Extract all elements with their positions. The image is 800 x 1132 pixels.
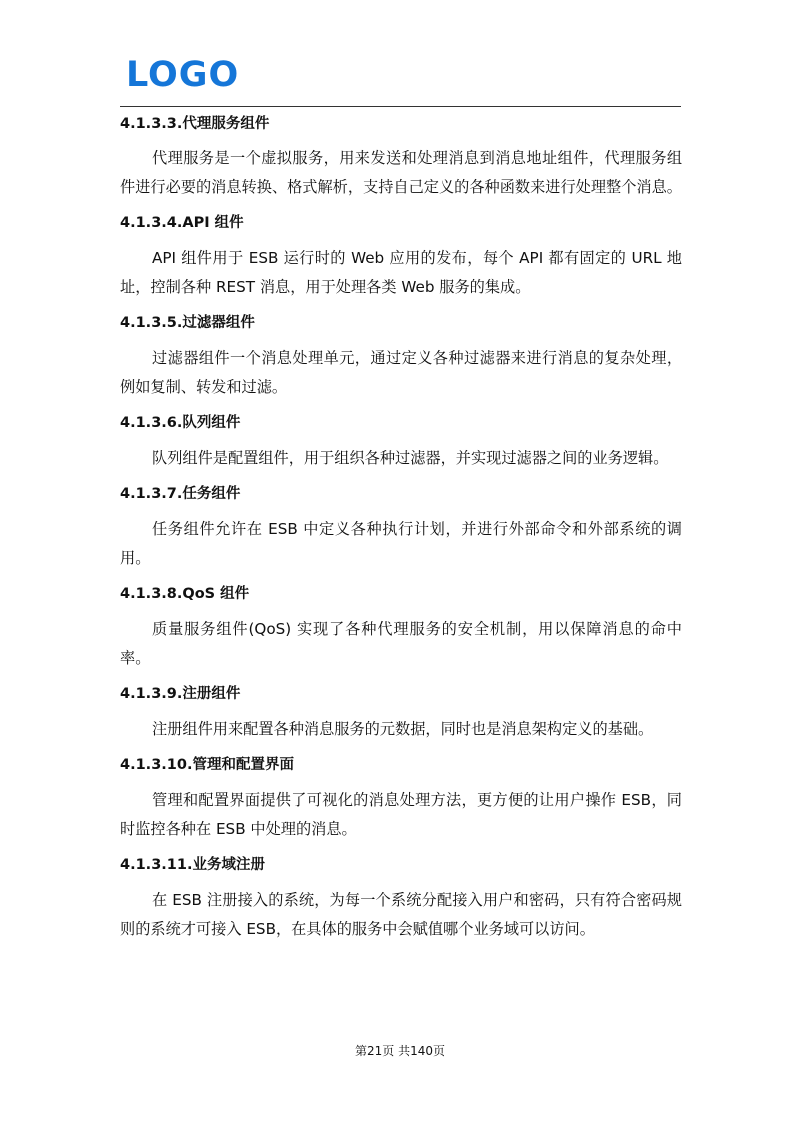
section-heading: 4.1.3.8.QoS 组件 bbox=[120, 586, 250, 602]
section-management-interface bbox=[120, 754, 682, 844]
section-registry-component bbox=[120, 683, 682, 744]
section-api-component bbox=[120, 212, 682, 302]
document-body bbox=[120, 113, 682, 954]
section-qos-component bbox=[120, 583, 682, 673]
section-paragraph: 任务组件允许在 ESB 中定义各种执行计划，并进行外部命令和外部系统的调用。 bbox=[120, 520, 682, 567]
section-paragraph: 过滤器组件一个消息处理单元，通过定义各种过滤器来进行消息的复杂处理，例如复制、转发和过滤。 bbox=[120, 349, 682, 396]
section-heading: 4.1.3.5.过滤器组件 bbox=[120, 315, 255, 331]
section-paragraph: 管理和配置界面提供了可视化的消息处理方法，更方便的让用户操作 ESB，同时监控各种在 ESB 中处理的消息。 bbox=[120, 791, 682, 838]
section-queue-component bbox=[120, 412, 682, 473]
section-paragraph: 在 ESB 注册接入的系统，为每一个系统分配接入用户和密码，只有符合密码规则的系统才可接入 ESB，在具体的服务中会赋值哪个业务域可以访问。 bbox=[120, 891, 682, 938]
section-heading: 4.1.3.7.任务组件 bbox=[120, 486, 241, 502]
section-heading: 4.1.3.11.业务域注册 bbox=[120, 857, 265, 873]
section-heading: 4.1.3.6.队列组件 bbox=[120, 415, 241, 431]
section-task-component bbox=[120, 483, 682, 573]
section-filter-component bbox=[120, 312, 682, 402]
section-paragraph: API 组件用于 ESB 运行时的 Web 应用的发布，每个 API 都有固定的 URL 地址，控制各种 REST 消息，用于处理各类 Web 服务的集成。 bbox=[120, 249, 682, 296]
section-paragraph: 注册组件用来配置各种消息服务的元数据，同时也是消息架构定义的基础。 bbox=[152, 720, 654, 738]
section-heading: 4.1.3.4.API 组件 bbox=[120, 215, 244, 231]
section-heading: 4.1.3.9.注册组件 bbox=[120, 686, 241, 702]
section-heading: 4.1.3.3.代理服务组件 bbox=[120, 116, 270, 132]
section-paragraph: 队列组件是配置组件，用于组织各种过滤器，并实现过滤器之间的业务逻辑。 bbox=[152, 449, 669, 467]
logo: LOGO bbox=[126, 55, 240, 95]
section-paragraph: 质量服务组件(QoS) 实现了各种代理服务的安全机制，用以保障消息的命中率。 bbox=[120, 620, 682, 667]
section-paragraph: 代理服务是一个虚拟服务，用来发送和处理消息到消息地址组件，代理服务组件进行必要的消息转换、格式解析，支持自己定义的各种函数来进行处理整个消息。 bbox=[120, 149, 682, 196]
section-heading: 4.1.3.10.管理和配置界面 bbox=[120, 757, 294, 773]
page-number: 第21页 共140页 bbox=[355, 1044, 445, 1058]
section-proxy-service-component bbox=[120, 113, 682, 202]
section-business-domain-registration bbox=[120, 854, 682, 944]
header-divider bbox=[120, 106, 681, 107]
